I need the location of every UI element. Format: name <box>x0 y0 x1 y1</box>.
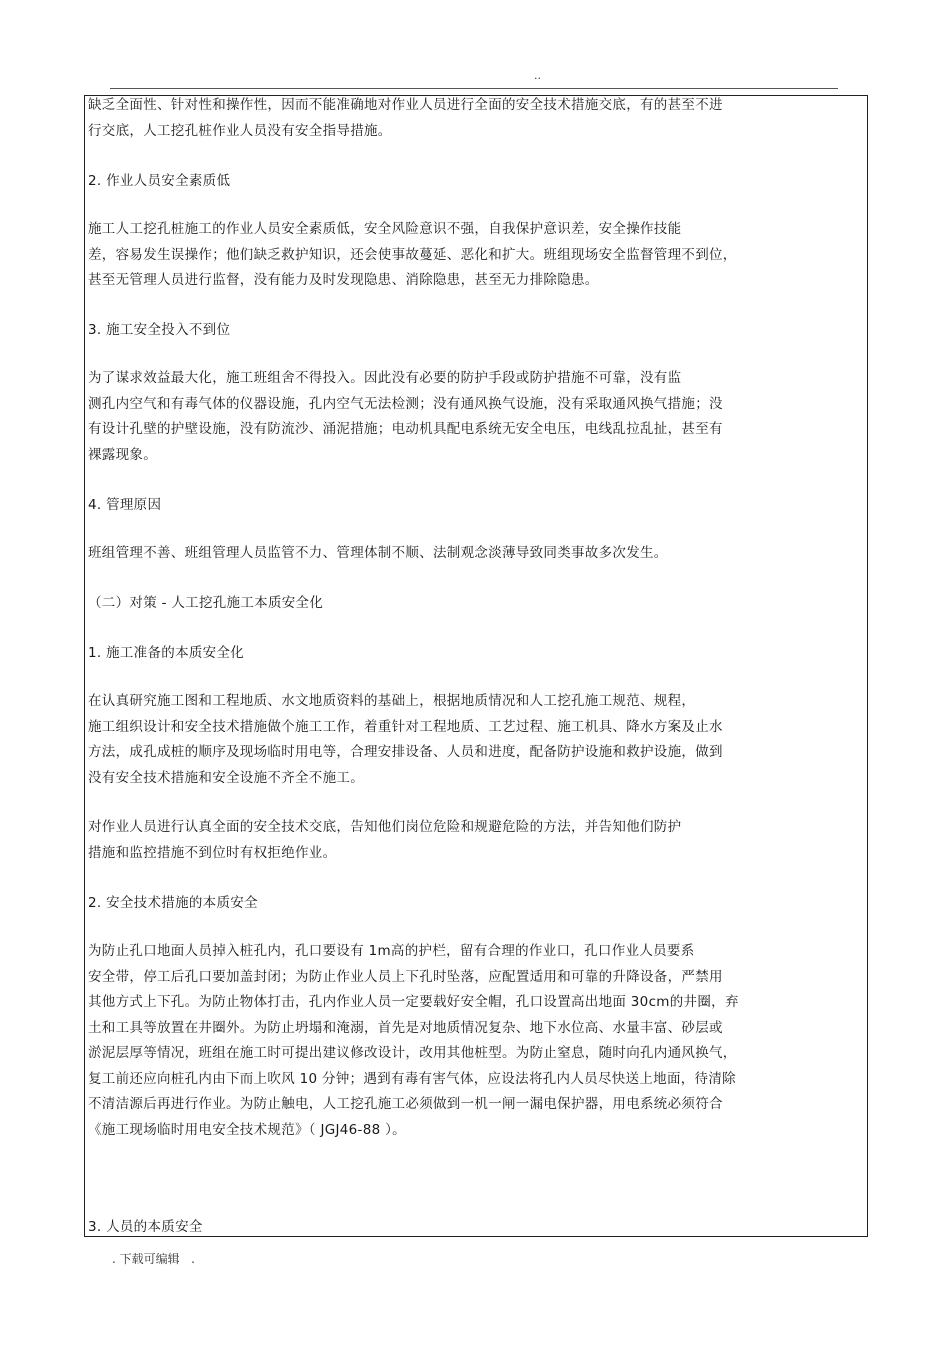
text-line: 测孔内空气和有毒气体的仪器设施，孔内空气无法检测；没有通风换气设施，没有采取通风换气措施；没 <box>88 395 723 412</box>
text-line: 不清洁源后再进行作业。为防止触电，人工挖孔施工必须做到一机一闸一漏电保护器，用电系统必须符合 <box>88 1096 723 1112</box>
text-line: 安全带，停工后孔口要加盖封闭；为防止作业人员上下孔时坠落，应配置适用和可靠的升降设备，严禁用 <box>88 968 723 985</box>
text-line: 有设计孔壁的护壁设施，没有防流沙、涌泥措施；电动机具配电系统无安全电压，电线乱拉乱扯，甚至有 <box>88 421 723 437</box>
text-line: 施工组织设计和安全技术措施做个施工工作，着重针对工程地质、工艺过程、施工机具、降水方案及止水 <box>88 718 723 735</box>
text-line: 裸露现象。 <box>88 446 157 463</box>
text-line: 土和工具等放置在井圈外。为防止坍塌和淹溺，首先是对地质情况复杂、地下水位高、水量丰富、砂层或 <box>88 1019 723 1036</box>
text-line: 1. 施工准备的本质安全化 <box>88 645 245 661</box>
text-line: 《施工现场临时用电安全技术规范》（ JGJ46-88 ）。 <box>88 1121 406 1138</box>
text-line: 3. 人员的本质安全 <box>88 1219 203 1235</box>
document-frame <box>84 95 868 1237</box>
text-line: 复工前还应向桩孔内由下而上吹风 10 分钟；遇到有毒有害气体，应设法将孔内人员尽快送上地面，待清除 <box>88 1070 736 1087</box>
text-line: 3. 施工安全投入不到位 <box>88 322 231 338</box>
text-line: 没有安全技术措施和安全设施不齐全不施工。 <box>88 769 364 786</box>
text-line: 2. 作业人员安全素质低 <box>88 173 231 189</box>
text-line: 措施和监控措施不到位时有权拒绝作业。 <box>88 844 337 861</box>
text-line: 缺乏全面性、针对性和操作性，因而不能准确地对作业人员进行全面的安全技术措施交底，有的甚至不进 <box>88 97 723 113</box>
text-line: 为防止孔口地面人员掉入桩孔内，孔口要设有 1m高的护栏，留有合理的作业口，孔口作业人员要系 <box>88 943 695 959</box>
text-line: 对作业人员进行认真全面的安全技术交底，告知他们岗位危险和规避危险的方法，并告知他们防护 <box>88 819 682 835</box>
text-line: 淤泥层厚等情况，班组在施工时可提出建议修改设计，改用其他桩型。为防止窒息，随时向孔内通风换气， <box>88 1045 737 1061</box>
text-line: 在认真研究施工图和工程地质、水文地质资料的基础上，根据地质情况和人工挖孔施工规范、规程， <box>88 693 696 709</box>
text-line: 为了谋求效益最大化，施工班组舍不得投入。因此没有必要的防护手段或防护措施不可靠，没有监 <box>88 370 682 386</box>
text-line: 方法，成孔成桩的顺序及现场临时用电等，合理安排设备、人员和进度，配备防护设施和救护设施，做到 <box>88 744 723 760</box>
text-line: 施工人工挖孔桩施工的作业人员安全素质低，安全风险意识不强，自我保护意识差，安全操作技能 <box>88 221 682 237</box>
text-line: 行交底，人工挖孔桩作业人员没有安全指导措施。 <box>88 122 392 139</box>
text-line: 差，容易发生误操作；他们缺乏救护知识，还会使事故蔓延、恶化和扩大。班组现场安全监督管理不到位， <box>88 246 737 263</box>
text-line: 甚至无管理人员进行监督，没有能力及时发现隐患、消除隐患，甚至无力排除隐患。 <box>88 272 599 288</box>
header-rule <box>110 88 838 89</box>
header-dots: .. <box>534 69 541 82</box>
text-line: 4. 管理原因 <box>88 497 162 513</box>
footer-note: . 下载可编辑 . <box>112 1252 195 1266</box>
text-line: 班组管理不善、班组管理人员监管不力、管理体制不顺、法制观念淡薄导致同类事故多次发生。 <box>88 545 668 561</box>
text-line: 其他方式上下孔。为防止物体打击，孔内作业人员一定要载好安全帽，孔口设置高出地面 30cm的井圈，弃 <box>88 994 739 1010</box>
text-line: （二）对策 - 人工挖孔施工本质安全化 <box>88 595 324 611</box>
text-line: 2. 安全技术措施的本质安全 <box>88 895 258 911</box>
